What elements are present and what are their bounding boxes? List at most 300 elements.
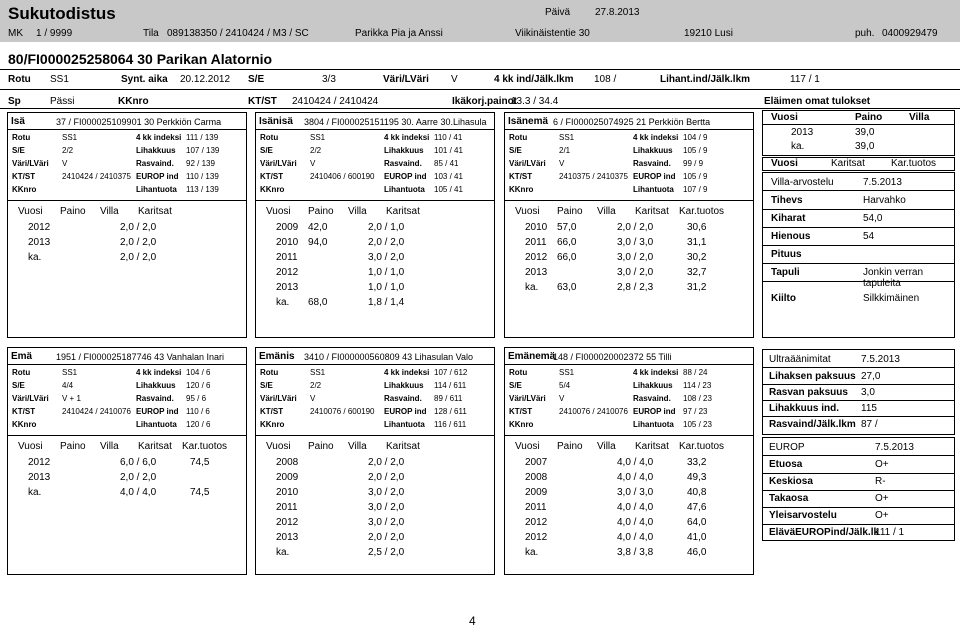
divider xyxy=(763,455,954,456)
panel-col-head: Karitsat xyxy=(386,441,420,452)
panel-cell: 2008 xyxy=(276,457,299,468)
owner-postal: 19210 Lusi xyxy=(684,28,733,39)
panel-rasvaind-label: Rasvaind. xyxy=(633,394,671,403)
panel-cell: 1,8 / 1,4 xyxy=(368,297,405,308)
panel-cell: 49,3 xyxy=(687,472,707,483)
panel-lihantuota-value: 107 / 9 xyxy=(683,185,708,194)
sire-panel xyxy=(7,112,247,338)
europ-box xyxy=(762,437,955,541)
animal-sp-value: Pässi xyxy=(50,96,75,107)
phone-value: 0400929479 xyxy=(882,28,938,39)
panel-rasvaind-label: Rasvaind. xyxy=(633,159,671,168)
ultra-item-label: Rasvaind/Jälk.lkm xyxy=(769,419,856,430)
panel-se-value: 2/1 xyxy=(559,146,571,155)
panel-kk-value: 104 / 6 xyxy=(186,368,211,377)
panel-rotu-value: SS1 xyxy=(62,133,78,142)
divider xyxy=(763,400,954,401)
wool-item-label: Kiharat xyxy=(771,213,806,224)
panel-col-head: Kar.tuotos xyxy=(679,441,725,452)
panel-col-head: Paino xyxy=(308,206,334,217)
panel-divider xyxy=(8,200,246,201)
panel-vari-value: V + 1 xyxy=(62,394,81,403)
panel-vari-label: Väri/LVäri xyxy=(260,394,297,403)
panel-cell: 2012 xyxy=(276,517,299,528)
panel-lihakkuus-value: 105 / 9 xyxy=(683,146,708,155)
panel-ktst-label: KT/ST xyxy=(509,172,533,181)
animal-lihant-label: Lihant.ind/Jälk.lkm xyxy=(660,74,751,85)
wool-assessment-box xyxy=(762,172,955,338)
mk-value: 1 / 9999 xyxy=(36,28,73,39)
wool-item-label: Hienous xyxy=(771,231,811,242)
animal-id-name: 80/FI000025258064 30 Parikan Alatornio xyxy=(8,51,273,67)
panel-col-head: Vuosi xyxy=(266,441,291,452)
europ-item-label: Etuosa xyxy=(769,459,803,470)
panel-cell: 3,0 / 2,0 xyxy=(368,252,405,263)
panel-cell: 2013 xyxy=(276,532,299,543)
panel-se-value: 2/2 xyxy=(62,146,74,155)
panel-col-head: Paino xyxy=(557,206,583,217)
results-row-vuosi: 2013 xyxy=(791,127,814,138)
divider xyxy=(763,490,954,491)
animal-vari-label: Väri/LVäri xyxy=(383,74,429,85)
panel-se-label: S/E xyxy=(509,381,522,390)
panel-ktst-value: 2410424 / 2410076 xyxy=(62,407,131,416)
panel-kk-label: 4 kk indeksi xyxy=(633,368,679,377)
wool-item-value: Harvahko xyxy=(863,195,906,206)
panel-col-head: Paino xyxy=(308,441,334,452)
wool-item-value: 54 xyxy=(863,231,875,242)
animal-kk-label: 4 kk ind/Jälk.lkm xyxy=(494,74,574,85)
panel-cell: 2013 xyxy=(525,267,548,278)
panel-lihantuota-label: Lihantuota xyxy=(384,420,425,429)
panel-cell: 68,0 xyxy=(308,297,328,308)
divider xyxy=(763,473,954,474)
panel-europ-label: EUROP ind xyxy=(633,407,676,416)
panel-col-head: Villa xyxy=(100,206,119,217)
panel-kknro-label: KKnro xyxy=(260,420,285,429)
panel-rotu-label: Rotu xyxy=(260,133,279,142)
panel-col-head: Karitsat xyxy=(635,206,669,217)
results-title: Eläimen omat tulokset xyxy=(764,96,871,107)
animal-sp-label: Sp xyxy=(8,96,21,107)
panel-col-head: Vuosi xyxy=(18,441,43,452)
villa-label: Villa-arvostelu xyxy=(771,177,834,188)
results-lambing-head xyxy=(762,157,955,171)
panel-col-head: Karitsat xyxy=(138,206,172,217)
animal-kknro-label: KKnro xyxy=(118,96,149,107)
panel-cell: 6,0 / 6,0 xyxy=(120,457,157,468)
panel-col-head: Kar.tuotos xyxy=(679,206,725,217)
panel-cell: 2008 xyxy=(525,472,548,483)
panel-rotu-value: SS1 xyxy=(559,133,575,142)
wool-item-value: Jonkin verran tapuleita xyxy=(863,267,924,289)
animal-se-value: 3/3 xyxy=(322,74,336,85)
panel-col-head: Villa xyxy=(597,206,616,217)
panel-cell: 2010 xyxy=(525,222,548,233)
results-head2-vuosi: Vuosi xyxy=(771,158,798,169)
panel-cell: ka. xyxy=(525,282,539,293)
ultrasound-box xyxy=(762,349,955,435)
panel-rotu-label: Rotu xyxy=(509,133,528,142)
phone-label: puh. xyxy=(855,28,875,39)
panel-ktst-value: 2410076 / 2410076 xyxy=(559,407,628,416)
panel-europ-label: EUROP ind xyxy=(136,407,179,416)
panel-col-head: Villa xyxy=(100,441,119,452)
sire-dam-panel xyxy=(504,112,754,338)
panel-rotu-label: Rotu xyxy=(509,368,528,377)
panel-ktst-value: 2410406 / 600190 xyxy=(310,172,375,181)
europ-item-value: O+ xyxy=(875,459,889,470)
panel-cell: 2,0 / 2,0 xyxy=(368,472,405,483)
panel-se-label: S/E xyxy=(260,146,273,155)
panel-rotu-value: SS1 xyxy=(559,368,575,377)
divider xyxy=(763,281,954,282)
panel-rasvaind-label: Rasvaind. xyxy=(136,159,174,168)
wool-item-label: Tapuli xyxy=(771,267,800,278)
panel-cell: 4,0 / 4,0 xyxy=(617,457,654,468)
panel-rasvaind-value: 108 / 23 xyxy=(683,394,712,403)
panel-se-label: S/E xyxy=(260,381,273,390)
panel-divider xyxy=(505,129,753,130)
panel-cell: 4,0 / 4,0 xyxy=(617,532,654,543)
panel-col-head: Villa xyxy=(348,441,367,452)
panel-europ-label: EUROP ind xyxy=(384,172,427,181)
animal-ikakorj-label: Ikäkorj.painot xyxy=(452,96,518,107)
panel-lihantuota-label: Lihantuota xyxy=(136,420,177,429)
panel-ktst-value: 2410375 / 2410375 xyxy=(559,172,628,181)
panel-lihakkuus-value: 120 / 6 xyxy=(186,381,211,390)
panel-cell: 30,6 xyxy=(687,222,707,233)
panel-divider xyxy=(8,364,246,365)
panel-divider xyxy=(256,200,494,201)
panel-cell: 1,0 / 1,0 xyxy=(368,267,405,278)
panel-col-head: Vuosi xyxy=(515,206,540,217)
panel-col-head: Kar.tuotos xyxy=(182,441,228,452)
panel-divider xyxy=(256,129,494,130)
panel-ktst-value: 2410424 / 2410375 xyxy=(62,172,131,181)
panel-cell: 3,0 / 2,0 xyxy=(368,517,405,528)
panel-cell: 1,0 / 1,0 xyxy=(368,282,405,293)
divider xyxy=(763,524,954,525)
panel-ktst-value: 2410076 / 600190 xyxy=(310,407,375,416)
wool-item-label: Pituus xyxy=(771,249,802,260)
panel-cell: 2,8 / 2,3 xyxy=(617,282,654,293)
panel-cell: 2013 xyxy=(28,472,51,483)
panel-role-label: Emänemä xyxy=(508,351,556,362)
panel-col-head: Karitsat xyxy=(386,206,420,217)
wool-item-label: Tihevs xyxy=(771,195,803,206)
animal-se-label: S/E xyxy=(248,74,265,85)
panel-role-label: Emänis xyxy=(259,351,295,362)
results-head2-karitsat: Karitsat xyxy=(831,158,865,169)
results-head-paino: Paino xyxy=(855,112,883,123)
ultra-item-label: Rasvan paksuus xyxy=(769,387,848,398)
panel-cell: 2010 xyxy=(276,237,299,248)
panel-col-head: Karitsat xyxy=(635,441,669,452)
panel-cell: 2,0 / 2,0 xyxy=(120,252,157,263)
panel-cell: 2011 xyxy=(276,252,298,263)
europ-date: 7.5.2013 xyxy=(875,442,914,453)
panel-europ-value: 110 / 6 xyxy=(186,407,210,416)
panel-lihakkuus-label: Lihakkuus xyxy=(633,146,673,155)
panel-europ-label: EUROP ind xyxy=(384,407,427,416)
panel-cell: 40,8 xyxy=(687,487,707,498)
panel-cell: 30,2 xyxy=(687,252,707,263)
panel-cell: 2,0 / 2,0 xyxy=(120,222,157,233)
panel-rasvaind-label: Rasvaind. xyxy=(384,159,422,168)
panel-cell: 2011 xyxy=(525,237,547,248)
panel-cell: 3,0 / 2,0 xyxy=(617,267,654,278)
panel-rotu-value: SS1 xyxy=(310,368,326,377)
panel-cell: 32,7 xyxy=(687,267,707,278)
animal-synt-value: 20.12.2012 xyxy=(180,74,231,85)
panel-cell: 2013 xyxy=(28,237,51,248)
panel-animal-id: 3410 / FI000000560809 43 Lihasulan Valo xyxy=(304,352,473,362)
panel-cell: 94,0 xyxy=(308,237,328,248)
panel-cell: 4,0 / 4,0 xyxy=(617,517,654,528)
panel-cell: 4,0 / 4,0 xyxy=(617,472,654,483)
panel-cell: 2,0 / 2,0 xyxy=(368,532,405,543)
panel-rasvaind-label: Rasvaind. xyxy=(384,394,422,403)
panel-divider xyxy=(256,435,494,436)
panel-lihakkuus-value: 114 / 23 xyxy=(683,381,712,390)
sire-sire-panel xyxy=(255,112,495,338)
animal-lihant-value: 117 / 1 xyxy=(790,74,820,85)
panel-cell: 2012 xyxy=(28,222,51,233)
panel-divider xyxy=(8,129,246,130)
europ-item-value: O+ xyxy=(875,510,889,521)
panel-se-value: 2/2 xyxy=(310,381,322,390)
animal-synt-label: Synt. aika xyxy=(121,74,168,85)
panel-rasvaind-value: 99 / 9 xyxy=(683,159,704,168)
divider xyxy=(763,416,954,417)
dam-panel xyxy=(7,347,247,575)
wool-item-label: Kiilto xyxy=(771,293,796,304)
panel-europ-value: 128 / 611 xyxy=(434,407,467,416)
panel-animal-id: 3804 / FI000025151195 30. Aarre 30.Lihasula xyxy=(304,117,487,127)
panel-lihakkuus-value: 101 / 41 xyxy=(434,146,463,155)
panel-lihakkuus-label: Lihakkuus xyxy=(633,381,673,390)
panel-rotu-label: Rotu xyxy=(260,368,279,377)
page-number: 4 xyxy=(469,614,476,628)
dam-dam-panel xyxy=(504,347,754,575)
date-value: 27.8.2013 xyxy=(595,7,640,18)
panel-cell: 33,2 xyxy=(687,457,707,468)
animal-rotu-value: SS1 xyxy=(50,74,69,85)
results-row-paino: 39,0 xyxy=(855,127,875,138)
divider xyxy=(763,507,954,508)
panel-vari-label: Väri/LVäri xyxy=(260,159,297,168)
panel-vari-label: Väri/LVäri xyxy=(509,159,546,168)
wool-item-value: Silkkimäinen xyxy=(863,293,920,304)
divider xyxy=(763,263,954,264)
owner-address: Viikinäistentie 30 xyxy=(515,28,590,39)
panel-cell: 2011 xyxy=(525,502,547,513)
divider xyxy=(0,69,960,70)
panel-vari-value: V xyxy=(310,159,316,168)
panel-cell: ka. xyxy=(525,547,539,558)
divider xyxy=(0,89,960,90)
panel-rasvaind-value: 92 / 139 xyxy=(186,159,215,168)
panel-divider xyxy=(256,364,494,365)
panel-animal-id: 1951 / FI000025187746 43 Vanhalan Inari xyxy=(56,352,224,362)
panel-divider xyxy=(8,435,246,436)
panel-lihakkuus-value: 107 / 139 xyxy=(186,146,220,155)
panel-vari-label: Väri/LVäri xyxy=(509,394,546,403)
panel-animal-id: 6 / FI000025074925 21 Perkkiön Bertta xyxy=(553,117,711,127)
panel-kk-label: 4 kk indeksi xyxy=(633,133,679,142)
panel-kknro-label: KKnro xyxy=(509,185,534,194)
ultra-item-label: Lihaksen paksuus xyxy=(769,371,856,382)
panel-col-head: Paino xyxy=(557,441,583,452)
ultra-item-value: 87 / xyxy=(861,419,878,430)
panel-cell: 2011 xyxy=(276,502,298,513)
ultra-item-label: Lihakkuus ind. xyxy=(769,403,840,414)
ultra-date: 7.5.2013 xyxy=(861,354,900,365)
panel-divider xyxy=(505,364,753,365)
panel-col-head: Villa xyxy=(348,206,367,217)
panel-cell: 2010 xyxy=(276,487,299,498)
panel-cell: 31,2 xyxy=(687,282,707,293)
panel-lihantuota-value: 113 / 139 xyxy=(186,185,219,194)
panel-cell: 3,0 / 3,0 xyxy=(617,487,654,498)
panel-cell: 2007 xyxy=(525,457,548,468)
dam-sire-panel xyxy=(255,347,495,575)
panel-se-label: S/E xyxy=(12,146,25,155)
animal-ktst-label: KT/ST xyxy=(248,96,277,107)
panel-cell: 66,0 xyxy=(557,252,577,263)
panel-cell: 41,0 xyxy=(687,532,707,543)
panel-rotu-label: Rotu xyxy=(12,368,31,377)
panel-se-label: S/E xyxy=(509,146,522,155)
europ-item-value: O+ xyxy=(875,493,889,504)
panel-vari-value: V xyxy=(310,394,316,403)
panel-cell: 2012 xyxy=(28,457,51,468)
panel-cell: 57,0 xyxy=(557,222,577,233)
panel-cell: 2,5 / 2,0 xyxy=(368,547,405,558)
panel-lihakkuus-label: Lihakkuus xyxy=(384,146,424,155)
panel-divider xyxy=(505,200,753,201)
panel-cell: 2,0 / 2,0 xyxy=(120,472,157,483)
panel-lihantuota-label: Lihantuota xyxy=(384,185,425,194)
panel-col-head: Villa xyxy=(597,441,616,452)
results-head-vuosi: Vuosi xyxy=(771,112,798,123)
europ-item-label: Keskiosa xyxy=(769,476,813,487)
panel-rasvaind-value: 89 / 611 xyxy=(434,394,463,403)
panel-ktst-label: KT/ST xyxy=(509,407,533,416)
panel-kk-label: 4 kk indeksi xyxy=(384,368,430,377)
own-results-box xyxy=(762,110,955,156)
panel-cell: 63,0 xyxy=(557,282,577,293)
panel-cell: 42,0 xyxy=(308,222,328,233)
panel-ktst-label: KT/ST xyxy=(12,407,36,416)
panel-ktst-label: KT/ST xyxy=(12,172,36,181)
panel-cell: 2009 xyxy=(525,487,548,498)
results-head-villa: Villa xyxy=(909,112,930,123)
divider xyxy=(763,209,954,210)
panel-se-label: S/E xyxy=(12,381,25,390)
panel-vari-value: V xyxy=(559,159,565,168)
divider xyxy=(763,227,954,228)
panel-cell: 64,0 xyxy=(687,517,707,528)
panel-col-head: Vuosi xyxy=(266,206,291,217)
panel-vari-label: Väri/LVäri xyxy=(12,394,49,403)
panel-kknro-label: KKnro xyxy=(260,185,285,194)
results-avg-paino: 39,0 xyxy=(855,141,875,152)
panel-lihakkuus-label: Lihakkuus xyxy=(136,146,176,155)
mk-label: MK xyxy=(8,28,23,39)
panel-cell: 47,6 xyxy=(687,502,707,513)
europ-item-label: EläväEUROPind/Jälk.lk xyxy=(769,527,880,538)
panel-europ-label: EUROP ind xyxy=(633,172,676,181)
panel-cell: 2009 xyxy=(276,222,299,233)
panel-lihakkuus-label: Lihakkuus xyxy=(136,381,176,390)
results-avg-label: ka. xyxy=(791,141,805,152)
panel-europ-value: 110 / 139 xyxy=(186,172,219,181)
panel-lihakkuus-value: 114 / 611 xyxy=(434,381,467,390)
panel-col-head: Vuosi xyxy=(515,441,540,452)
document-title: Sukutodistus xyxy=(8,4,116,23)
ultra-item-value: 3,0 xyxy=(861,387,875,398)
panel-rasvaind-value: 95 / 6 xyxy=(186,394,207,403)
divider xyxy=(0,108,960,109)
panel-se-value: 2/2 xyxy=(310,146,322,155)
owner-name: Parikka Pia ja Anssi xyxy=(355,28,443,39)
panel-kk-label: 4 kk indeksi xyxy=(136,368,182,377)
panel-cell: 74,5 xyxy=(190,457,210,468)
panel-rotu-value: SS1 xyxy=(62,368,78,377)
panel-role-label: Isä xyxy=(11,116,25,127)
panel-lihantuota-value: 120 / 6 xyxy=(186,420,211,429)
panel-lihantuota-value: 116 / 611 xyxy=(434,420,467,429)
panel-kk-value: 107 / 612 xyxy=(434,368,468,377)
panel-cell: 3,0 / 2,0 xyxy=(368,502,405,513)
panel-col-head: Karitsat xyxy=(138,441,172,452)
europ-item-value: 111 / 1 xyxy=(875,527,905,538)
ultra-item-value: 27,0 xyxy=(861,371,881,382)
animal-rotu-label: Rotu xyxy=(8,74,31,85)
animal-ikakorj-value: 13.3 / 34.4 xyxy=(511,96,559,107)
panel-cell: 2009 xyxy=(276,472,299,483)
panel-lihantuota-label: Lihantuota xyxy=(633,420,674,429)
panel-kknro-label: KKnro xyxy=(12,420,37,429)
panel-col-head: Vuosi xyxy=(18,206,43,217)
tila-label: Tila xyxy=(143,28,159,39)
panel-se-value: 4/4 xyxy=(62,381,74,390)
panel-kk-value: 110 / 41 xyxy=(434,133,463,142)
panel-kk-label: 4 kk indeksi xyxy=(136,133,182,142)
panel-kk-value: 88 / 24 xyxy=(683,368,708,377)
divider xyxy=(763,190,954,191)
panel-cell: 3,8 / 3,8 xyxy=(617,547,654,558)
wool-item-value: 54,0 xyxy=(863,213,883,224)
panel-col-head: Paino xyxy=(60,441,86,452)
panel-role-label: Emä xyxy=(11,351,33,362)
divider xyxy=(763,384,954,385)
panel-cell: 3,0 / 3,0 xyxy=(617,237,654,248)
panel-cell: 46,0 xyxy=(687,547,707,558)
tila-value: 089138350 / 2410424 / M3 / SC xyxy=(167,28,309,39)
divider xyxy=(763,367,954,368)
ultra-item-value: 115 xyxy=(861,403,877,414)
panel-kk-value: 104 / 9 xyxy=(683,133,708,142)
panel-europ-value: 97 / 23 xyxy=(683,407,708,416)
panel-cell: 2,0 / 2,0 xyxy=(120,237,157,248)
panel-cell: 2,0 / 2,0 xyxy=(368,237,405,248)
panel-kknro-label: KKnro xyxy=(12,185,37,194)
panel-role-label: Isänemä xyxy=(508,116,549,127)
panel-cell: 3,0 / 2,0 xyxy=(368,487,405,498)
